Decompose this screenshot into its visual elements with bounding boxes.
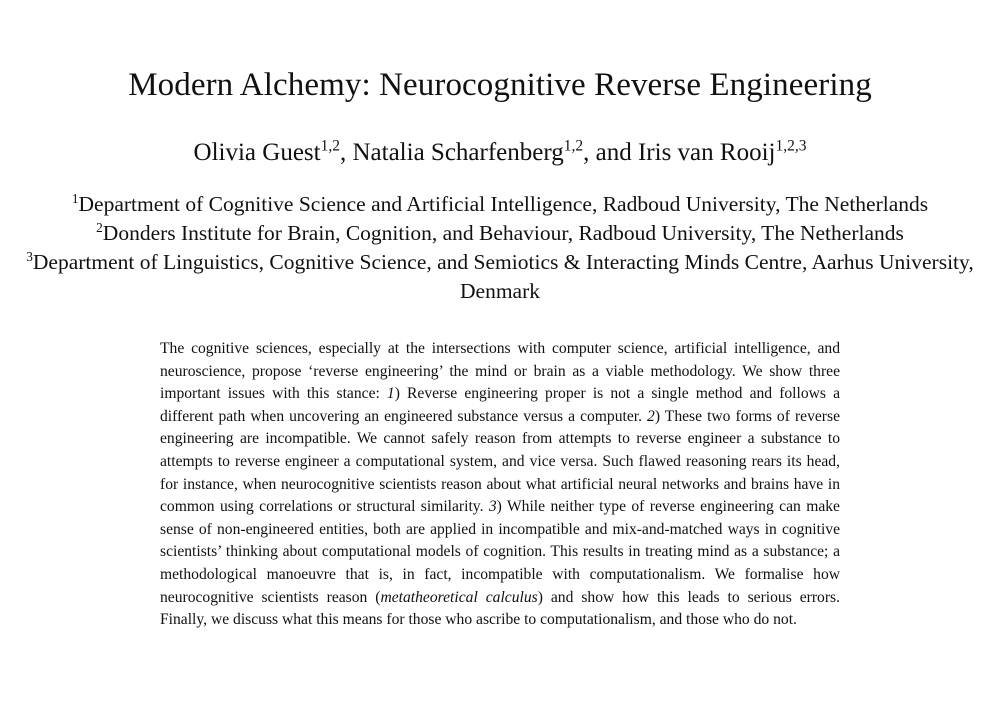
affiliation-text: Department of Linguistics, Cognitive Science, and Semiotics & Interacting Minds Centre, Aarhus University, Denmark bbox=[32, 250, 974, 303]
abstract-enumeration: 2 bbox=[647, 407, 655, 425]
abstract-text: ) and show how this leads to serious errors. Finally, we discuss what this means for those who ascribe to computationalism, and those who do not. bbox=[160, 588, 840, 629]
author-separator: , bbox=[339, 139, 353, 166]
author-line bbox=[0, 136, 1000, 170]
affiliation-item bbox=[0, 190, 1000, 219]
affiliation-number: 1 bbox=[71, 190, 79, 206]
abstract-text: The cognitive sciences, especially at the intersections with computer science, artificial intelligence, and neuroscience, propose ‘reverse engineering’ the mind or brain as a viable methodology. We show three important issues with this stance: bbox=[160, 340, 840, 403]
affiliation-number: 2 bbox=[96, 219, 103, 235]
author-affiliation-marker: 1,2 bbox=[320, 137, 340, 155]
affiliation-item bbox=[0, 219, 1000, 248]
affiliation-number: 3 bbox=[26, 248, 33, 264]
affiliation-text: Department of Cognitive Science and Artificial Intelligence, Radboud University, The Netherlands bbox=[78, 192, 929, 216]
paper-title: Modern Alchemy: Neurocognitive Reverse Engineering bbox=[128, 67, 872, 103]
author-name: Iris van Rooij bbox=[637, 139, 776, 166]
author-affiliation-marker: 1,2 bbox=[563, 137, 584, 155]
affiliation-list bbox=[0, 190, 1000, 306]
author-name: Natalia Scharfenberg bbox=[352, 139, 564, 166]
abstract-text: ) Reverse engineering proper is not a single method and follows a different path when uncovering an engineered substance versus a computer. bbox=[160, 385, 840, 425]
abstract-paragraph bbox=[160, 338, 840, 632]
abstract-enumeration: 3 bbox=[488, 498, 497, 516]
abstract-text: ) These two forms of reverse engineering are incompatible. We cannot safely reason from attempts to reverse engineer a substance to attempts to reverse engineer a computational system, and vice versa. Such flawed reasoning rears its head, for instance, when neurocognitive scientists reason about what artificial neural networks and brains have in common using correlations or structural similarity. bbox=[160, 407, 840, 516]
abstract-text: ) While neither type of reverse engineering can make sense of non-engineered entities, both are applied in incompatible and mix-and-matched ways in cognitive scientists’ thinking about computational models of cognition. This results in treating mind as a substance; a methodological manoeuvre that is, in fact, incompatible with computationalism. We formalise how neurocognitive scientists reason ( bbox=[160, 498, 840, 606]
affiliation-item bbox=[0, 248, 1000, 306]
author-affiliation-marker: 1,2,3 bbox=[775, 137, 807, 155]
abstract-enumeration: 1 bbox=[386, 385, 395, 403]
author-name: Olivia Guest bbox=[193, 139, 321, 166]
affiliation-text: Donders Institute for Brain, Cognition, and Behaviour, Radboud University, The Netherlands bbox=[102, 221, 904, 245]
author-separator: , and bbox=[583, 139, 638, 166]
abstract-emphasis: metatheoretical calculus bbox=[380, 588, 538, 606]
